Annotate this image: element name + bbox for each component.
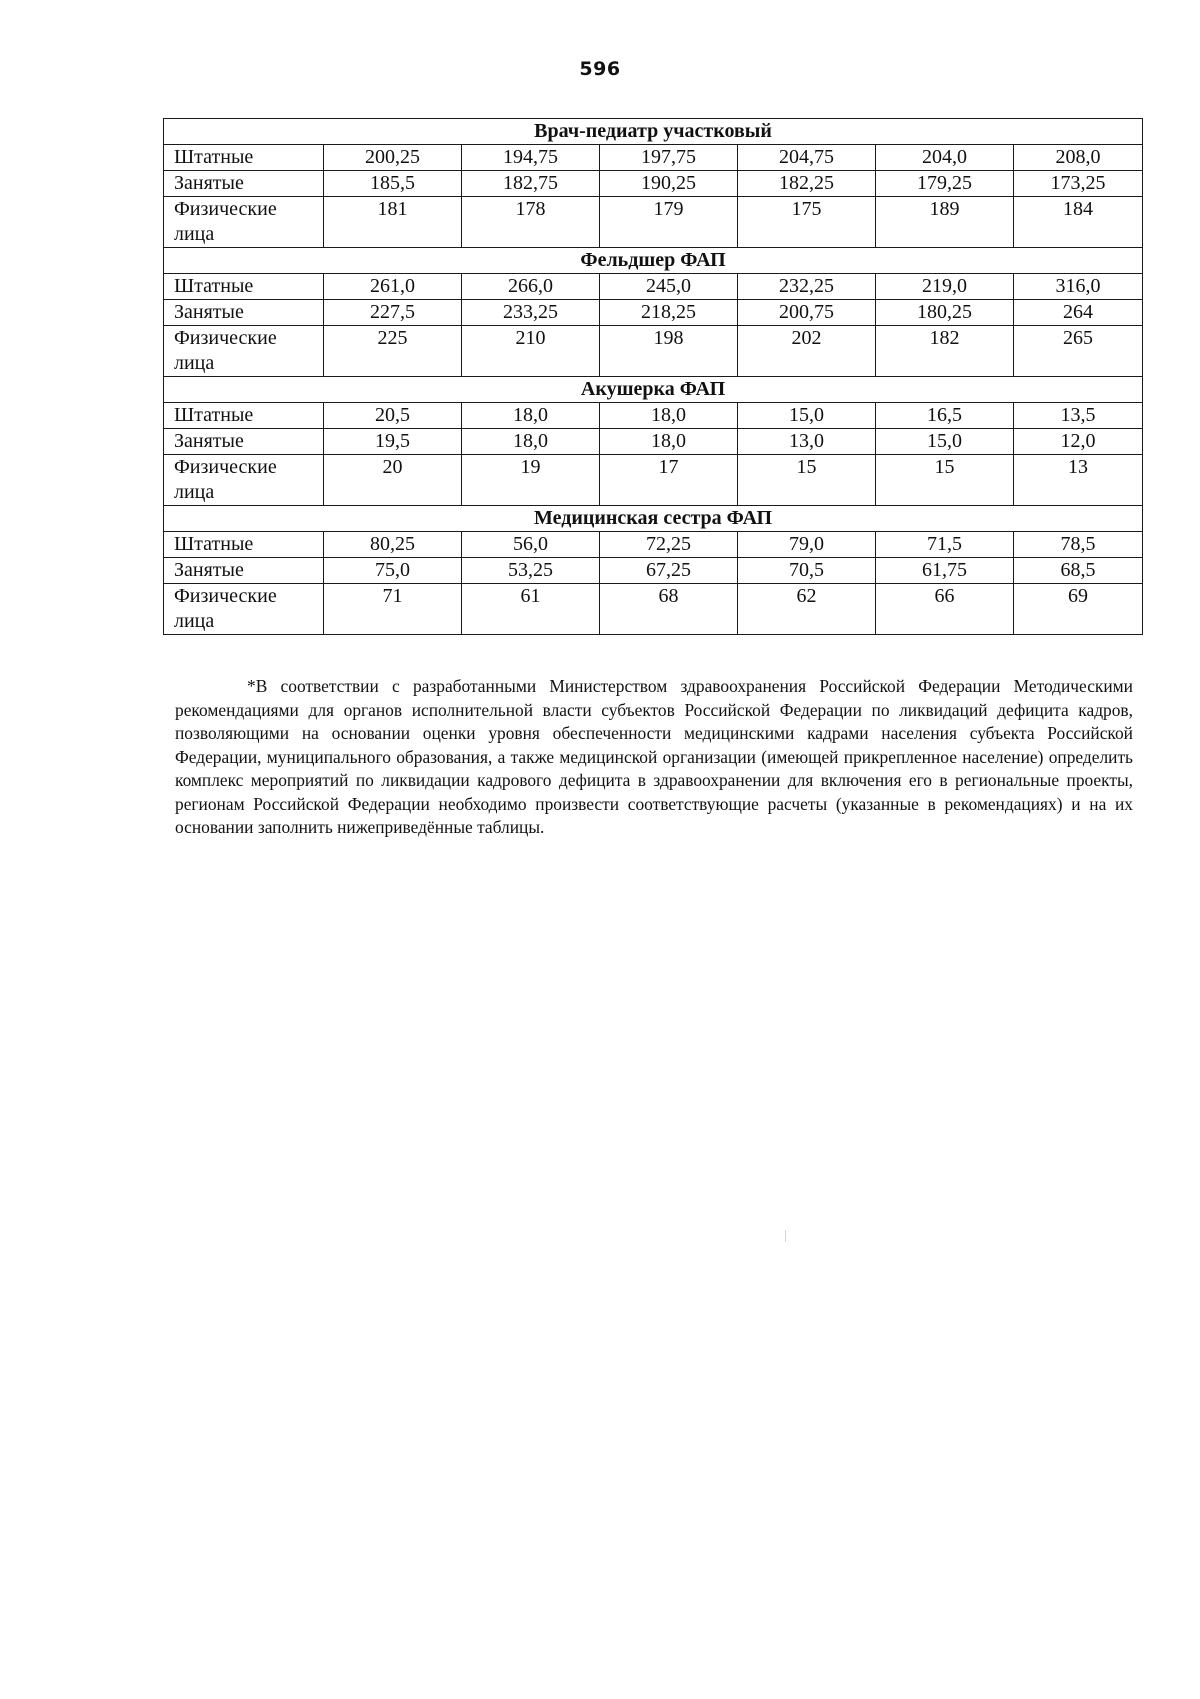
table-cell: 13,0 (738, 429, 876, 455)
section-header-row (164, 506, 1143, 532)
table-row-physical (164, 584, 1143, 635)
staffing-table (163, 118, 1143, 635)
table-cell: 225 (324, 326, 462, 377)
table-cell: 265 (1014, 326, 1143, 377)
table-cell: 15 (738, 455, 876, 506)
row-label-physical: Физические лица (164, 584, 324, 635)
table-cell: 316,0 (1014, 274, 1143, 300)
row-label-physical: Физические лица (164, 326, 324, 377)
table-cell: 180,25 (876, 300, 1014, 326)
table-cell: 210 (462, 326, 600, 377)
table-cell: 194,75 (462, 145, 600, 171)
table-cell: 200,75 (738, 300, 876, 326)
section-title: Врач-педиатр участковый (164, 119, 1143, 145)
table-cell: 179,25 (876, 171, 1014, 197)
table-cell: 18,0 (600, 429, 738, 455)
table-cell: 189 (876, 197, 1014, 248)
table-cell: 204,75 (738, 145, 876, 171)
table-cell: 179 (600, 197, 738, 248)
table-row-staff (164, 145, 1143, 171)
row-label-staff: Штатные (164, 145, 324, 171)
table-cell: 20,5 (324, 403, 462, 429)
section-header-row (164, 248, 1143, 274)
table-cell: 15,0 (738, 403, 876, 429)
row-label-staff: Штатные (164, 532, 324, 558)
table-cell: 72,25 (600, 532, 738, 558)
table-cell: 232,25 (738, 274, 876, 300)
table-row-staff (164, 532, 1143, 558)
section-title: Акушерка ФАП (164, 377, 1143, 403)
table-cell: 17 (600, 455, 738, 506)
table-cell: 184 (1014, 197, 1143, 248)
table-cell: 70,5 (738, 558, 876, 584)
table-cell: 175 (738, 197, 876, 248)
table-cell: 53,25 (462, 558, 600, 584)
table-cell: 245,0 (600, 274, 738, 300)
table-row-physical (164, 455, 1143, 506)
table-cell: 208,0 (1014, 145, 1143, 171)
table-cell: 18,0 (600, 403, 738, 429)
footnote: *В соответствии с разработанными Министерством здравоохранения Российской Федерации Методическими рекомендациями для органов исполнительной власти субъектов Российской Федерации по ликвидаций дефицита кадров, позволяющими на основании оценки уровня обеспеченности медицинскими кадрами населения субъекта Российской Федерации, муниципального образования, а также медицинской организации (имеющей прикрепленное население) определить комплекс мероприятий по ликвидации кадрового дефицита в здравоохранении для включения его в региональные проекты, регионам Российской Федерации необходимо произвести соответствующие расчеты (указанные в рекомендациях) и на их основании заполнить нижеприведённые таблицы. (175, 676, 1133, 837)
table-row-physical (164, 197, 1143, 248)
table-cell: 264 (1014, 300, 1143, 326)
row-label-occupied: Занятые (164, 429, 324, 455)
row-label-staff: Штатные (164, 403, 324, 429)
table-row-occupied (164, 429, 1143, 455)
table-cell: 66 (876, 584, 1014, 635)
table-row-staff (164, 403, 1143, 429)
table-cell: 18,0 (462, 429, 600, 455)
table-cell: 18,0 (462, 403, 600, 429)
table-cell: 68 (600, 584, 738, 635)
table-cell: 67,25 (600, 558, 738, 584)
row-label-staff: Штатные (164, 274, 324, 300)
table-cell: 266,0 (462, 274, 600, 300)
row-label-physical: Физические лица (164, 455, 324, 506)
table-cell: 178 (462, 197, 600, 248)
table-row-occupied (164, 171, 1143, 197)
table-cell: 56,0 (462, 532, 600, 558)
table-cell: 19 (462, 455, 600, 506)
table-cell: 202 (738, 326, 876, 377)
table-cell: 61,75 (876, 558, 1014, 584)
table-row-occupied (164, 300, 1143, 326)
table-cell: 227,5 (324, 300, 462, 326)
table-cell: 20 (324, 455, 462, 506)
table-row-occupied (164, 558, 1143, 584)
table-cell: 79,0 (738, 532, 876, 558)
table-cell: 15 (876, 455, 1014, 506)
section-header-row (164, 119, 1143, 145)
row-label-occupied: Занятые (164, 558, 324, 584)
row-label-physical: Физические лица (164, 197, 324, 248)
staffing-table-body (164, 119, 1143, 635)
section-header-row (164, 377, 1143, 403)
section-title: Фельдшер ФАП (164, 248, 1143, 274)
table-cell: 182,75 (462, 171, 600, 197)
table-cell: 218,25 (600, 300, 738, 326)
table-cell: 61 (462, 584, 600, 635)
table-cell: 185,5 (324, 171, 462, 197)
table-cell: 197,75 (600, 145, 738, 171)
table-cell: 204,0 (876, 145, 1014, 171)
table-cell: 69 (1014, 584, 1143, 635)
table-cell: 71,5 (876, 532, 1014, 558)
table-cell: 182 (876, 326, 1014, 377)
table-cell: 219,0 (876, 274, 1014, 300)
table-cell: 12,0 (1014, 429, 1143, 455)
table-cell: 13,5 (1014, 403, 1143, 429)
page-number: 596 (579, 58, 621, 80)
table-cell: 68,5 (1014, 558, 1143, 584)
table-cell: 198 (600, 326, 738, 377)
table-cell: 200,25 (324, 145, 462, 171)
table-cell: 78,5 (1014, 532, 1143, 558)
table-cell: 75,0 (324, 558, 462, 584)
table-cell: 190,25 (600, 171, 738, 197)
scan-artifact (785, 1230, 786, 1242)
row-label-occupied: Занятые (164, 171, 324, 197)
table-cell: 173,25 (1014, 171, 1143, 197)
table-row-physical (164, 326, 1143, 377)
table-cell: 233,25 (462, 300, 600, 326)
table-cell: 71 (324, 584, 462, 635)
row-label-occupied: Занятые (164, 300, 324, 326)
table-cell: 261,0 (324, 274, 462, 300)
table-cell: 19,5 (324, 429, 462, 455)
table-cell: 181 (324, 197, 462, 248)
table-row-staff (164, 274, 1143, 300)
table-cell: 80,25 (324, 532, 462, 558)
table-cell: 16,5 (876, 403, 1014, 429)
table-cell: 182,25 (738, 171, 876, 197)
table-cell: 13 (1014, 455, 1143, 506)
section-title: Медицинская сестра ФАП (164, 506, 1143, 532)
table-cell: 15,0 (876, 429, 1014, 455)
table-cell: 62 (738, 584, 876, 635)
